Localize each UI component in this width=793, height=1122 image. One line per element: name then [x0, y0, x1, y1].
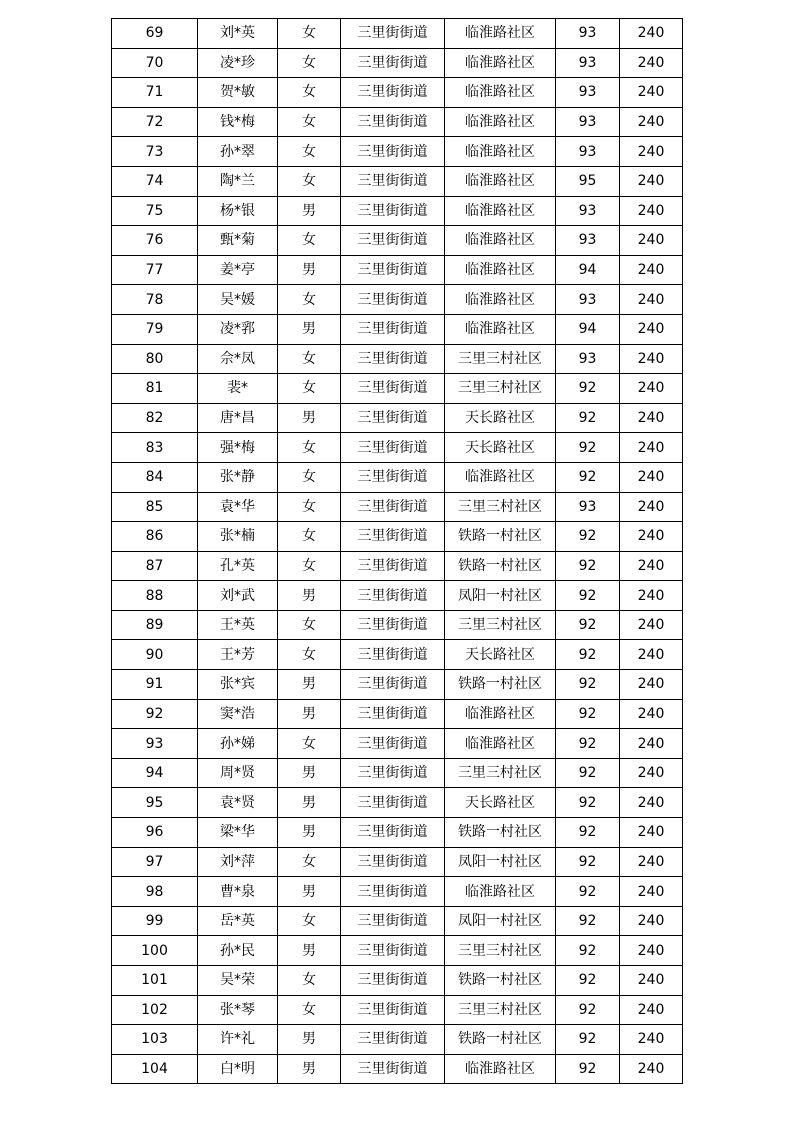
street-cell: 三里街街道: [341, 581, 445, 611]
gender-cell: 女: [278, 433, 341, 463]
age-cell: 92: [556, 729, 620, 759]
row-number-cell: 96: [112, 818, 198, 848]
gender-cell: 女: [278, 995, 341, 1025]
age-cell: 92: [556, 877, 620, 907]
table-row: [112, 374, 683, 404]
row-number-cell: 87: [112, 551, 198, 581]
row-number-cell: 97: [112, 847, 198, 877]
gender-cell: 男: [278, 936, 341, 966]
amount-cell: 240: [620, 699, 683, 729]
gender-cell: 女: [278, 166, 341, 196]
row-number-cell: 74: [112, 166, 198, 196]
row-number-cell: 73: [112, 137, 198, 167]
community-cell: 临淮路社区: [445, 196, 556, 226]
street-cell: 三里街街道: [341, 107, 445, 137]
row-number-cell: 92: [112, 699, 198, 729]
name-cell: 甄*菊: [198, 226, 278, 256]
age-cell: 93: [556, 344, 620, 374]
age-cell: 95: [556, 166, 620, 196]
amount-cell: 240: [620, 403, 683, 433]
row-number-cell: 78: [112, 285, 198, 315]
amount-cell: 240: [620, 877, 683, 907]
community-cell: 三里三村社区: [445, 610, 556, 640]
street-cell: 三里街街道: [341, 966, 445, 996]
gender-cell: 男: [278, 581, 341, 611]
table-row: [112, 581, 683, 611]
table-row: [112, 285, 683, 315]
table-body: [112, 19, 683, 1084]
name-cell: 杨*银: [198, 196, 278, 226]
age-cell: 92: [556, 936, 620, 966]
table-row: [112, 995, 683, 1025]
community-cell: 三里三村社区: [445, 344, 556, 374]
community-cell: 临淮路社区: [445, 729, 556, 759]
street-cell: 三里街街道: [341, 344, 445, 374]
row-number-cell: 76: [112, 226, 198, 256]
amount-cell: 240: [620, 433, 683, 463]
community-cell: 铁路一村社区: [445, 1025, 556, 1055]
age-cell: 94: [556, 255, 620, 285]
row-number-cell: 95: [112, 788, 198, 818]
row-number-cell: 75: [112, 196, 198, 226]
table-row: [112, 19, 683, 49]
age-cell: 93: [556, 226, 620, 256]
table-row: [112, 1025, 683, 1055]
table-row: [112, 847, 683, 877]
amount-cell: 240: [620, 581, 683, 611]
row-number-cell: 85: [112, 492, 198, 522]
table-row: [112, 610, 683, 640]
gender-cell: 女: [278, 906, 341, 936]
table-row: [112, 166, 683, 196]
amount-cell: 240: [620, 1025, 683, 1055]
amount-cell: 240: [620, 522, 683, 552]
gender-cell: 女: [278, 107, 341, 137]
amount-cell: 240: [620, 166, 683, 196]
name-cell: 陶*兰: [198, 166, 278, 196]
street-cell: 三里街街道: [341, 551, 445, 581]
table-row: [112, 344, 683, 374]
age-cell: 92: [556, 995, 620, 1025]
community-cell: 三里三村社区: [445, 995, 556, 1025]
table-row: [112, 936, 683, 966]
street-cell: 三里街街道: [341, 788, 445, 818]
age-cell: 92: [556, 966, 620, 996]
name-cell: 孙*民: [198, 936, 278, 966]
name-cell: 周*贤: [198, 758, 278, 788]
gender-cell: 女: [278, 522, 341, 552]
community-cell: 凤阳一村社区: [445, 847, 556, 877]
row-number-cell: 82: [112, 403, 198, 433]
table-row: [112, 699, 683, 729]
amount-cell: 240: [620, 936, 683, 966]
table-row: [112, 314, 683, 344]
gender-cell: 女: [278, 374, 341, 404]
community-cell: 铁路一村社区: [445, 551, 556, 581]
name-cell: 凌*珍: [198, 48, 278, 78]
age-cell: 92: [556, 462, 620, 492]
name-cell: 裴*: [198, 374, 278, 404]
row-number-cell: 69: [112, 19, 198, 49]
gender-cell: 女: [278, 137, 341, 167]
street-cell: 三里街街道: [341, 818, 445, 848]
age-cell: 94: [556, 314, 620, 344]
age-cell: 92: [556, 610, 620, 640]
community-cell: 临淮路社区: [445, 1054, 556, 1084]
age-cell: 93: [556, 492, 620, 522]
street-cell: 三里街街道: [341, 699, 445, 729]
table-row: [112, 877, 683, 907]
community-cell: 铁路一村社区: [445, 670, 556, 700]
street-cell: 三里街街道: [341, 314, 445, 344]
community-cell: 临淮路社区: [445, 137, 556, 167]
name-cell: 孔*英: [198, 551, 278, 581]
name-cell: 梁*华: [198, 818, 278, 848]
table-row: [112, 255, 683, 285]
community-cell: 凤阳一村社区: [445, 581, 556, 611]
amount-cell: 240: [620, 48, 683, 78]
name-cell: 钱*梅: [198, 107, 278, 137]
amount-cell: 240: [620, 818, 683, 848]
name-cell: 张*宾: [198, 670, 278, 700]
table-row: [112, 137, 683, 167]
name-cell: 吴*媛: [198, 285, 278, 315]
age-cell: 93: [556, 78, 620, 108]
age-cell: 93: [556, 137, 620, 167]
community-cell: 临淮路社区: [445, 462, 556, 492]
amount-cell: 240: [620, 995, 683, 1025]
gender-cell: 女: [278, 344, 341, 374]
gender-cell: 女: [278, 492, 341, 522]
gender-cell: 男: [278, 758, 341, 788]
amount-cell: 240: [620, 551, 683, 581]
name-cell: 刘*英: [198, 19, 278, 49]
row-number-cell: 91: [112, 670, 198, 700]
age-cell: 92: [556, 758, 620, 788]
street-cell: 三里街街道: [341, 492, 445, 522]
age-cell: 92: [556, 1054, 620, 1084]
amount-cell: 240: [620, 610, 683, 640]
gender-cell: 女: [278, 551, 341, 581]
row-number-cell: 86: [112, 522, 198, 552]
gender-cell: 女: [278, 729, 341, 759]
row-number-cell: 101: [112, 966, 198, 996]
street-cell: 三里街街道: [341, 403, 445, 433]
community-cell: 临淮路社区: [445, 166, 556, 196]
age-cell: 92: [556, 581, 620, 611]
gender-cell: 女: [278, 847, 341, 877]
amount-cell: 240: [620, 788, 683, 818]
name-cell: 贺*敏: [198, 78, 278, 108]
amount-cell: 240: [620, 107, 683, 137]
street-cell: 三里街街道: [341, 936, 445, 966]
street-cell: 三里街街道: [341, 166, 445, 196]
amount-cell: 240: [620, 255, 683, 285]
amount-cell: 240: [620, 1054, 683, 1084]
street-cell: 三里街街道: [341, 758, 445, 788]
street-cell: 三里街街道: [341, 610, 445, 640]
street-cell: 三里街街道: [341, 995, 445, 1025]
table-row: [112, 640, 683, 670]
street-cell: 三里街街道: [341, 1054, 445, 1084]
amount-cell: 240: [620, 137, 683, 167]
row-number-cell: 98: [112, 877, 198, 907]
table-row: [112, 462, 683, 492]
age-cell: 92: [556, 818, 620, 848]
community-cell: 临淮路社区: [445, 78, 556, 108]
table-row: [112, 670, 683, 700]
table-row: [112, 1054, 683, 1084]
row-number-cell: 71: [112, 78, 198, 108]
community-cell: 临淮路社区: [445, 314, 556, 344]
name-cell: 孙*翠: [198, 137, 278, 167]
age-cell: 93: [556, 285, 620, 315]
amount-cell: 240: [620, 640, 683, 670]
age-cell: 92: [556, 906, 620, 936]
amount-cell: 240: [620, 19, 683, 49]
community-cell: 三里三村社区: [445, 374, 556, 404]
amount-cell: 240: [620, 374, 683, 404]
name-cell: 吴*荣: [198, 966, 278, 996]
table-row: [112, 758, 683, 788]
row-number-cell: 72: [112, 107, 198, 137]
street-cell: 三里街街道: [341, 196, 445, 226]
community-cell: 临淮路社区: [445, 107, 556, 137]
community-cell: 临淮路社区: [445, 285, 556, 315]
row-number-cell: 70: [112, 48, 198, 78]
age-cell: 92: [556, 670, 620, 700]
name-cell: 刘*萍: [198, 847, 278, 877]
amount-cell: 240: [620, 196, 683, 226]
table-row: [112, 196, 683, 226]
gender-cell: 女: [278, 640, 341, 670]
table-row: [112, 551, 683, 581]
street-cell: 三里街街道: [341, 285, 445, 315]
row-number-cell: 99: [112, 906, 198, 936]
age-cell: 92: [556, 788, 620, 818]
gender-cell: 女: [278, 285, 341, 315]
community-cell: 凤阳一村社区: [445, 906, 556, 936]
age-cell: 93: [556, 196, 620, 226]
row-number-cell: 80: [112, 344, 198, 374]
gender-cell: 女: [278, 966, 341, 996]
table-row: [112, 966, 683, 996]
name-cell: 许*礼: [198, 1025, 278, 1055]
amount-cell: 240: [620, 906, 683, 936]
community-cell: 临淮路社区: [445, 255, 556, 285]
community-cell: 天长路社区: [445, 433, 556, 463]
name-cell: 佘*凤: [198, 344, 278, 374]
name-cell: 刘*武: [198, 581, 278, 611]
name-cell: 张*楠: [198, 522, 278, 552]
name-cell: 袁*贤: [198, 788, 278, 818]
community-cell: 铁路一村社区: [445, 522, 556, 552]
row-number-cell: 103: [112, 1025, 198, 1055]
gender-cell: 女: [278, 226, 341, 256]
amount-cell: 240: [620, 285, 683, 315]
street-cell: 三里街街道: [341, 48, 445, 78]
community-cell: 天长路社区: [445, 788, 556, 818]
table-row: [112, 78, 683, 108]
row-number-cell: 84: [112, 462, 198, 492]
name-cell: 窦*浩: [198, 699, 278, 729]
street-cell: 三里街街道: [341, 19, 445, 49]
amount-cell: 240: [620, 847, 683, 877]
row-number-cell: 102: [112, 995, 198, 1025]
table-row: [112, 906, 683, 936]
street-cell: 三里街街道: [341, 137, 445, 167]
amount-cell: 240: [620, 344, 683, 374]
gender-cell: 男: [278, 818, 341, 848]
amount-cell: 240: [620, 314, 683, 344]
street-cell: 三里街街道: [341, 78, 445, 108]
street-cell: 三里街街道: [341, 906, 445, 936]
row-number-cell: 83: [112, 433, 198, 463]
table-row: [112, 48, 683, 78]
elderly-subsidy-table: [111, 18, 683, 1084]
community-cell: 临淮路社区: [445, 877, 556, 907]
table-row: [112, 226, 683, 256]
amount-cell: 240: [620, 78, 683, 108]
name-cell: 张*静: [198, 462, 278, 492]
street-cell: 三里街街道: [341, 847, 445, 877]
amount-cell: 240: [620, 966, 683, 996]
age-cell: 93: [556, 19, 620, 49]
row-number-cell: 81: [112, 374, 198, 404]
street-cell: 三里街街道: [341, 729, 445, 759]
row-number-cell: 104: [112, 1054, 198, 1084]
name-cell: 凌*郛: [198, 314, 278, 344]
age-cell: 92: [556, 1025, 620, 1055]
name-cell: 王*芳: [198, 640, 278, 670]
age-cell: 92: [556, 640, 620, 670]
street-cell: 三里街街道: [341, 640, 445, 670]
row-number-cell: 90: [112, 640, 198, 670]
row-number-cell: 79: [112, 314, 198, 344]
name-cell: 白*明: [198, 1054, 278, 1084]
gender-cell: 男: [278, 699, 341, 729]
gender-cell: 男: [278, 255, 341, 285]
community-cell: 临淮路社区: [445, 19, 556, 49]
age-cell: 92: [556, 847, 620, 877]
table-row: [112, 403, 683, 433]
street-cell: 三里街街道: [341, 255, 445, 285]
row-number-cell: 93: [112, 729, 198, 759]
street-cell: 三里街街道: [341, 374, 445, 404]
gender-cell: 男: [278, 1025, 341, 1055]
gender-cell: 男: [278, 196, 341, 226]
table-row: [112, 818, 683, 848]
street-cell: 三里街街道: [341, 1025, 445, 1055]
gender-cell: 男: [278, 314, 341, 344]
gender-cell: 女: [278, 48, 341, 78]
name-cell: 王*英: [198, 610, 278, 640]
gender-cell: 女: [278, 78, 341, 108]
community-cell: 铁路一村社区: [445, 818, 556, 848]
community-cell: 天长路社区: [445, 640, 556, 670]
amount-cell: 240: [620, 729, 683, 759]
row-number-cell: 94: [112, 758, 198, 788]
gender-cell: 男: [278, 877, 341, 907]
community-cell: 临淮路社区: [445, 699, 556, 729]
gender-cell: 女: [278, 610, 341, 640]
age-cell: 93: [556, 107, 620, 137]
name-cell: 孙*娣: [198, 729, 278, 759]
name-cell: 唐*昌: [198, 403, 278, 433]
name-cell: 强*梅: [198, 433, 278, 463]
age-cell: 92: [556, 374, 620, 404]
age-cell: 92: [556, 551, 620, 581]
row-number-cell: 77: [112, 255, 198, 285]
name-cell: 姜*亭: [198, 255, 278, 285]
age-cell: 92: [556, 433, 620, 463]
gender-cell: 男: [278, 1054, 341, 1084]
street-cell: 三里街街道: [341, 522, 445, 552]
row-number-cell: 89: [112, 610, 198, 640]
table-row: [112, 788, 683, 818]
table-row: [112, 729, 683, 759]
amount-cell: 240: [620, 226, 683, 256]
table-row: [112, 492, 683, 522]
gender-cell: 男: [278, 788, 341, 818]
community-cell: 三里三村社区: [445, 758, 556, 788]
street-cell: 三里街街道: [341, 462, 445, 492]
gender-cell: 男: [278, 670, 341, 700]
name-cell: 岳*英: [198, 906, 278, 936]
community-cell: 铁路一村社区: [445, 966, 556, 996]
street-cell: 三里街街道: [341, 226, 445, 256]
street-cell: 三里街街道: [341, 433, 445, 463]
age-cell: 92: [556, 403, 620, 433]
community-cell: 临淮路社区: [445, 48, 556, 78]
table-row: [112, 433, 683, 463]
gender-cell: 女: [278, 462, 341, 492]
table-row: [112, 107, 683, 137]
community-cell: 三里三村社区: [445, 936, 556, 966]
amount-cell: 240: [620, 492, 683, 522]
age-cell: 92: [556, 699, 620, 729]
community-cell: 天长路社区: [445, 403, 556, 433]
name-cell: 张*琴: [198, 995, 278, 1025]
name-cell: 曹*泉: [198, 877, 278, 907]
street-cell: 三里街街道: [341, 877, 445, 907]
row-number-cell: 88: [112, 581, 198, 611]
amount-cell: 240: [620, 670, 683, 700]
name-cell: 袁*华: [198, 492, 278, 522]
amount-cell: 240: [620, 758, 683, 788]
age-cell: 93: [556, 48, 620, 78]
community-cell: 临淮路社区: [445, 226, 556, 256]
age-cell: 92: [556, 522, 620, 552]
gender-cell: 男: [278, 403, 341, 433]
street-cell: 三里街街道: [341, 670, 445, 700]
amount-cell: 240: [620, 462, 683, 492]
gender-cell: 女: [278, 19, 341, 49]
row-number-cell: 100: [112, 936, 198, 966]
table-row: [112, 522, 683, 552]
community-cell: 三里三村社区: [445, 492, 556, 522]
